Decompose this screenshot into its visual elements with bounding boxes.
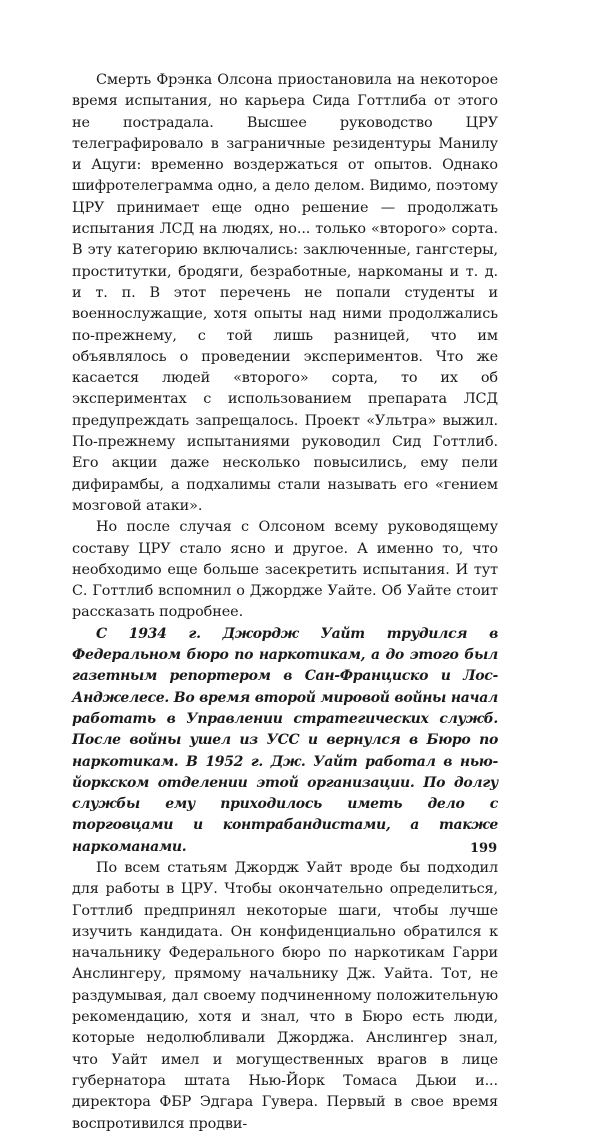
paragraph-white-biography: С 1934 г. Джордж Уайт трудился в Федеральном бюро по наркотикам, а до этого был газетным репортером в Сан-Франциско и Лос-Анджелесе. Во время второй мировой войны начал работать в Управлении стратегических служб. После войны ушел из УСС и вернулся в Бюро по наркотикам. В 1952 г. Дж. Уайт работал в нью-йоркском отделении этой организации. По долгу службы ему приходилось иметь дело с торговцами и контрабандистами, а также наркоманами. (72, 625, 498, 855)
page-body (72, 70, 498, 1135)
paragraph-white-candidate: По всем статьям Джордж Уайт вроде бы подходил для работы в ЦРУ. Чтобы окончательно определиться, Готтлиб предпринял некоторые шаги, чтобы лучше изучить кандидата. Он конфиденциально обратился к начальнику Федерального бюро по наркотикам Гарри Анслингеру, прямому начальнику Дж. Уайта. Тот, не раздумывая, дал своему подчиненному положительную рекомендацию, хотя и знал, что в Бюро есть люди, которые недолюбливали Джорджа. Анслингер знал, что Уайт имел и могущественных врагов в лице губернатора штата Нью-Йорк Томаса Дьюи и... директора ФБР Эдгара Гувера. Первый в свое время воспротивился продви- (72, 859, 498, 1132)
page-number: 199 (470, 841, 498, 856)
paragraph-olson-death: Смерть Фрэнка Олсона приостановила на некоторое время испытания, но карьера Сида Готтлиба от этого не пострадала. Высшее руководство ЦРУ телеграфировало в заграничные резидентуры Манилу и Ацуги: временно воздержаться от опытов. Однако шифротелеграмма одно, а дело делом. Видимо, поэтому ЦРУ принимает еще одно решение — продолжать испытания ЛСД на людях, но... только «второго» сорта. В эту категорию включались: заключенные, гангстеры, проститутки, бродяги, безработные, наркоманы и т. д. и т. п. В этот перечень не попали студенты и военнослужащие, хотя опыты над ними продолжались по-прежнему, с той лишь разницей, что им объявлялось о проведении экспериментов. Что же касается людей «второго» сорта, то их об экспериментах с использованием препарата ЛСД предупреждать запрещалось. Проект «Ультра» выжил. По-прежнему испытаниями руководил Сид Готтлиб. Его акции даже несколько повысились, ему пели дифирамбы, а подхалимы стали называть его «гением мозговой атаки». (72, 72, 498, 514)
paragraph-after-olson: Но после случая с Олсоном всему руководящему составу ЦРУ стало ясно и другое. А именно то, что необходимо еще больше засекретить испытания. И тут С. Готтлиб вспомнил о Джордже Уайте. Об Уайте стоит рассказать подробнее. (72, 519, 498, 621)
